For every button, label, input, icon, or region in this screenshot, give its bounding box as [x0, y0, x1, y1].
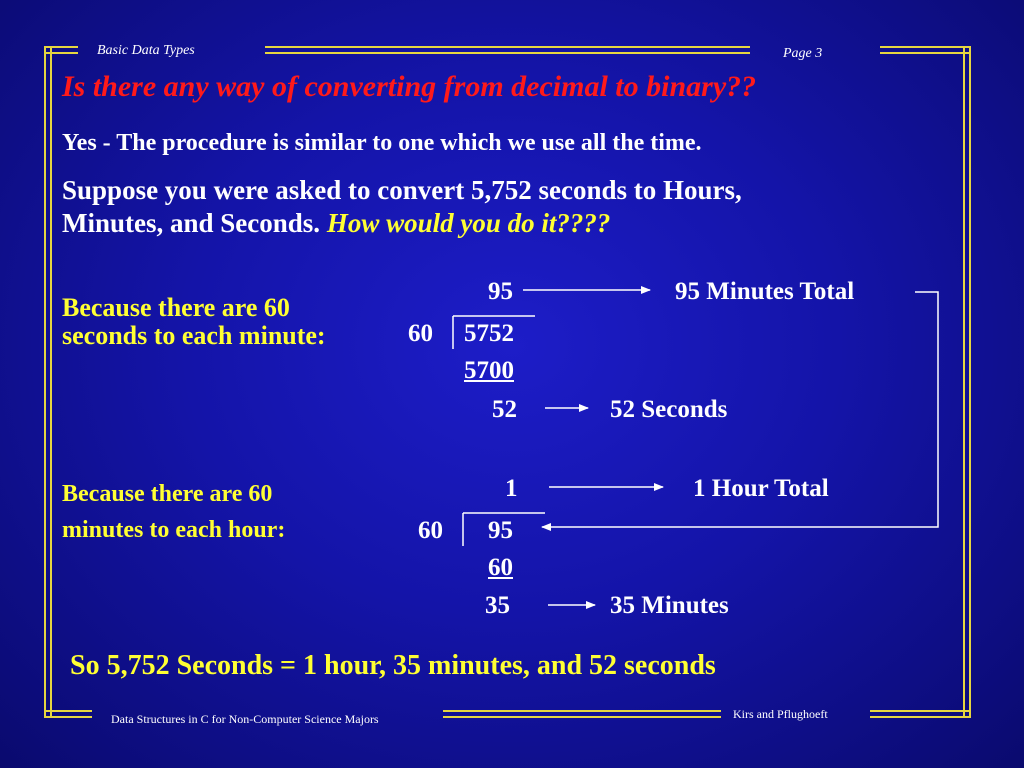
step2-label-line-2: minutes to each hour: — [62, 517, 286, 543]
step1-division-bracket — [453, 316, 535, 349]
step1-label-line-1: Because there are 60 — [62, 293, 290, 322]
suppose-line-2-italic: How would you do it???? — [326, 208, 611, 238]
footer-left: Data Structures in C for Non-Computer Science Majors — [111, 712, 379, 726]
intro-text: Yes - The procedure is similar to one which we use all the time. — [62, 130, 702, 156]
step2-dividend: 95 — [488, 517, 513, 544]
header-left: Basic Data Types — [97, 43, 195, 58]
step2-label-line-1: Because there are 60 — [62, 481, 273, 507]
step1-quotient: 95 — [488, 278, 513, 305]
page-number: Page 3 — [783, 46, 823, 61]
step1-result-quotient: 95 Minutes Total — [675, 278, 855, 305]
step1-remainder: 52 — [492, 396, 517, 423]
step2-result-quotient: 1 Hour Total — [693, 475, 829, 502]
step1-label-line-2: seconds to each minute: — [62, 321, 326, 350]
suppose-line-1: Suppose you were asked to convert 5,752 seconds to Hours, — [62, 175, 742, 205]
step2-divisor: 60 — [418, 517, 443, 544]
step2-division-bracket — [463, 513, 545, 546]
step1-dividend: 5752 — [464, 320, 514, 347]
step2-quotient: 1 — [505, 475, 518, 502]
step2-product: 60 — [488, 554, 513, 581]
step1-product: 5700 — [464, 357, 514, 384]
slide-title: Is there any way of converting from decimal to binary?? — [62, 70, 757, 103]
footer-right: Kirs and Pflughoeft — [733, 707, 828, 721]
step1-result-remainder: 52 Seconds — [610, 396, 728, 423]
carry-connector-arrow — [542, 292, 938, 527]
conclusion-text: So 5,752 Seconds = 1 hour, 35 minutes, and 52 seconds — [70, 650, 716, 681]
step2-remainder: 35 — [485, 592, 510, 619]
suppose-line-2-plain: Minutes, and Seconds. — [62, 208, 327, 238]
step2-result-remainder: 35 Minutes — [610, 592, 729, 619]
step1-divisor: 60 — [408, 320, 433, 347]
